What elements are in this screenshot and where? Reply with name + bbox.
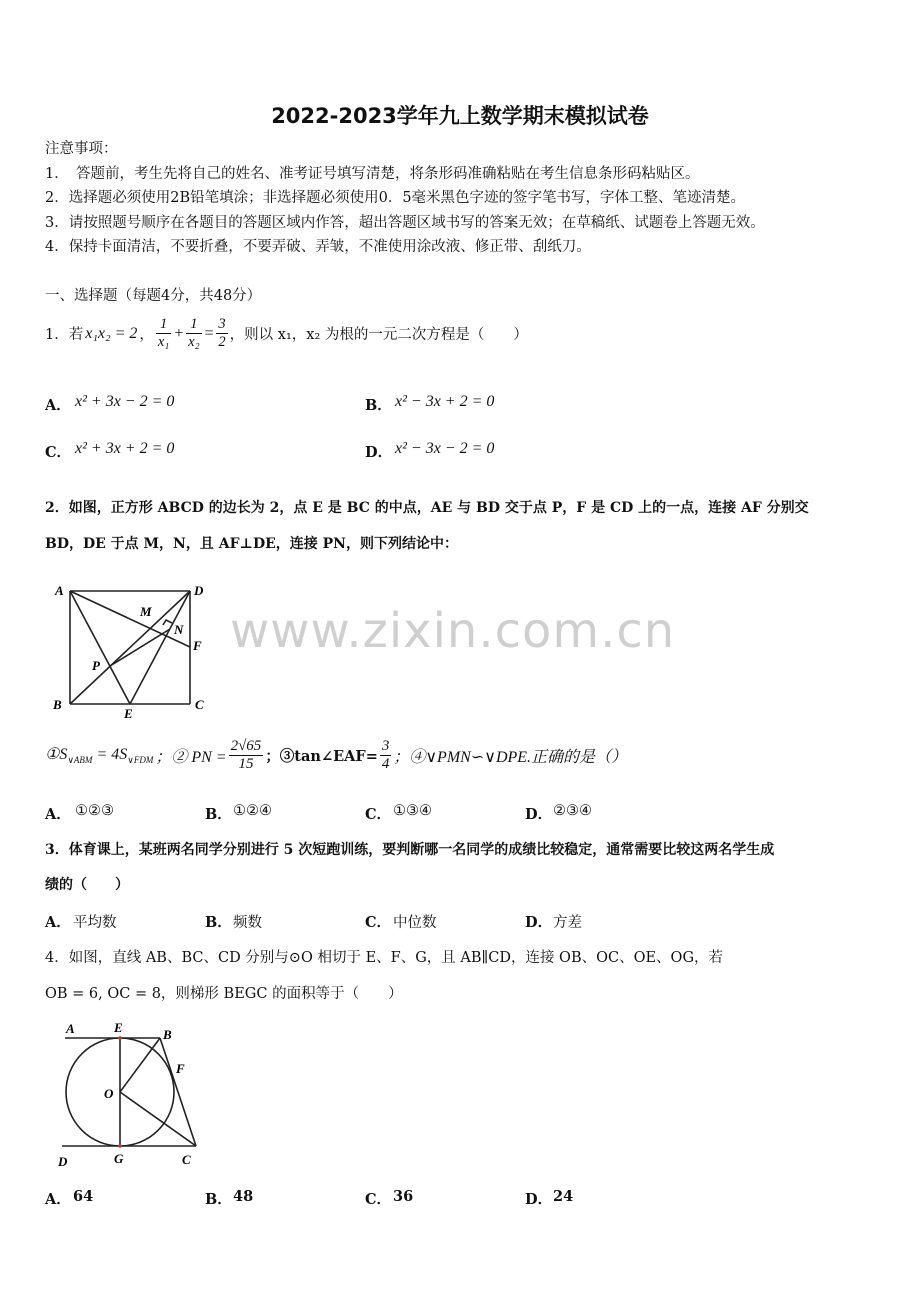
- notes-heading: 注意事项：: [45, 141, 118, 157]
- q3-option-b-label: B．: [205, 914, 232, 931]
- q2-square-figure: [45, 578, 215, 723]
- q4-text-line-1: 4．如图，直线 AB、BC、CD 分别与⊙O 相切于 E、F、G，且 AB∥CD，连接 OB、OC、OE、OG，若: [45, 950, 724, 966]
- q1-option-a-label: A．: [45, 397, 71, 414]
- q1-fraction-3: $\frac{3}{2}$: [218, 316, 226, 350]
- q4-option-b: 48: [233, 1188, 254, 1205]
- q4-option-a-label: A．: [45, 1191, 71, 1208]
- q4-circle-figure: [50, 1016, 215, 1171]
- segment-pn: [110, 629, 170, 666]
- label-d: D: [194, 583, 204, 598]
- q2-pn-fraction: $\frac{2√65}{15}$: [230, 738, 262, 772]
- segment-ob: [120, 1038, 160, 1092]
- q3-option-d: 方差: [553, 915, 582, 931]
- label-d: D: [58, 1154, 68, 1169]
- q1-option-b: x² − 3x + 2 = 0: [395, 393, 495, 410]
- point-e: [118, 1036, 122, 1040]
- segment-af: [70, 591, 190, 647]
- watermark: www.zixin.com.cn: [230, 603, 676, 659]
- q2-stmt-3: ；③tan∠EAF=: [265, 748, 378, 765]
- q2-statements: [45, 738, 627, 773]
- q1-prefix: 1．若: [45, 327, 84, 343]
- note-item-2: 2．选择题必须使用2B铅笔填涂；非选择题必须使用0．5毫米黑色字迹的签字笔书写，字体工整、笔迹清楚。: [45, 190, 746, 206]
- q4-option-d-label: D．: [525, 1191, 553, 1208]
- q1-fraction-1: $\frac{1}{\text{x₁}}$: [157, 316, 170, 350]
- note-item-4: 4．保持卡面清洁，不要折叠，不要弄破、弄皱，不准使用涂改液、修正带、刮纸刀。: [45, 239, 591, 255]
- point-g: [118, 1144, 122, 1148]
- q3-option-b: 频数: [233, 915, 262, 931]
- q4-option-d: 24: [553, 1188, 574, 1205]
- q4-option-a: 64: [73, 1188, 94, 1205]
- q1-plus: +: [173, 324, 185, 342]
- label-e: E: [114, 1020, 123, 1035]
- page-title: 2022-2023学年九上数学期末模拟试卷: [271, 104, 649, 128]
- q2-text-line-1: 2．如图，正方形 ABCD 的边长为 2，点 E 是 BC 的中点，AE 与 BD 交于点 P，F 是 CD 上的一点，连接 AF 分别交: [45, 500, 809, 516]
- label-o: O: [104, 1086, 114, 1101]
- q2-option-c: ①③④: [393, 803, 432, 819]
- q1-fraction-2: $\frac{1}{\text{x₂}}$: [188, 316, 200, 350]
- q3-option-a: 平均数: [73, 915, 117, 931]
- label-c: C: [182, 1152, 191, 1167]
- q1-suffix: ，则以 x₁，x₂ 为根的一元二次方程是（ ）: [229, 327, 528, 343]
- q4-option-b-label: B．: [205, 1191, 232, 1208]
- diagonal-bd: [70, 591, 190, 704]
- q1-option-c-label: C．: [45, 444, 72, 461]
- label-f: F: [193, 638, 202, 653]
- label-g: G: [114, 1151, 124, 1166]
- segment-oc: [120, 1092, 196, 1146]
- q2-option-a-label: A．: [45, 806, 71, 823]
- section-heading: 一、选择题（每题4分，共48分）: [45, 288, 262, 304]
- q1-option-c: x² + 3x + 2 = 0: [75, 440, 175, 457]
- label-b: B: [53, 697, 62, 712]
- q3-option-a-label: A．: [45, 914, 71, 931]
- q1-option-b-label: B．: [365, 397, 392, 414]
- q2-option-d-label: D．: [525, 806, 553, 823]
- label-a: A: [66, 1021, 75, 1036]
- label-e: E: [124, 706, 133, 721]
- q4-option-c: 36: [393, 1188, 414, 1205]
- label-m: M: [140, 604, 152, 619]
- q1-option-a: x² + 3x − 2 = 0: [75, 393, 175, 410]
- q4-option-c-label: C．: [365, 1191, 392, 1208]
- q2-option-a: ①②③: [75, 803, 114, 819]
- q4-text-line-2: OB = 6, OC = 8，则梯形 BEGC 的面积等于（ ）: [45, 986, 403, 1002]
- label-n: N: [174, 622, 184, 637]
- q2-option-b: ①②④: [233, 803, 272, 819]
- q2-option-d: ②③④: [553, 803, 592, 819]
- note-item-3: 3．请按照题号顺序在各题目的答题区域内作答，超出答题区域书写的答案无效；在草稿纸、试题卷上答题无效。: [45, 215, 765, 231]
- label-f: F: [176, 1061, 185, 1076]
- q3-option-c: 中位数: [393, 915, 437, 931]
- q3-text-line-1: 3．体育课上，某班两名同学分别进行 5 次短跑训练，要判断哪一名同学的成绩比较稳定，通常需要比较这两名学生成: [45, 842, 775, 858]
- q1-equals: =: [203, 324, 215, 342]
- q1-condition: x₁x₂ = 2: [85, 324, 138, 342]
- q2-option-c-label: C．: [365, 806, 392, 823]
- note-item-1: 1． 答题前，考生先将自己的姓名、准考证号填写清楚，将条形码准确粘贴在考生信息条形码粘贴区。: [45, 166, 700, 182]
- segment-ae: [70, 591, 130, 704]
- label-c: C: [195, 697, 204, 712]
- q2-option-b-label: B．: [205, 806, 232, 823]
- q1-sep: ，: [139, 327, 154, 343]
- line-bc: [160, 1038, 196, 1146]
- q3-option-d-label: D．: [525, 914, 553, 931]
- q3-text-line-2: 绩的（ ）: [45, 877, 129, 893]
- q3-option-c-label: C．: [365, 914, 392, 931]
- q1-option-d-label: D．: [365, 444, 393, 461]
- q2-tan-fraction: $\frac{3}{4}$: [381, 738, 390, 772]
- right-angle-mark: [163, 620, 172, 625]
- q2-stmt-2: ；② PN =: [155, 749, 227, 766]
- label-b: B: [163, 1027, 172, 1042]
- q2-stmt-1: $①S_{\vee ABM} = 4S_{\vee FDM}$: [45, 746, 154, 766]
- q2-text-line-2: BD，DE 于点 M，N，且 AF⊥DE，连接 PN，则下列结论中：: [45, 536, 458, 552]
- q2-stmt-4: ；④∨PMN∽∨DPE.正确的是（）: [393, 749, 628, 766]
- label-a: A: [55, 583, 64, 598]
- q1-option-d: x² − 3x − 2 = 0: [395, 440, 495, 457]
- label-p: P: [92, 658, 100, 673]
- question-1: [45, 316, 528, 351]
